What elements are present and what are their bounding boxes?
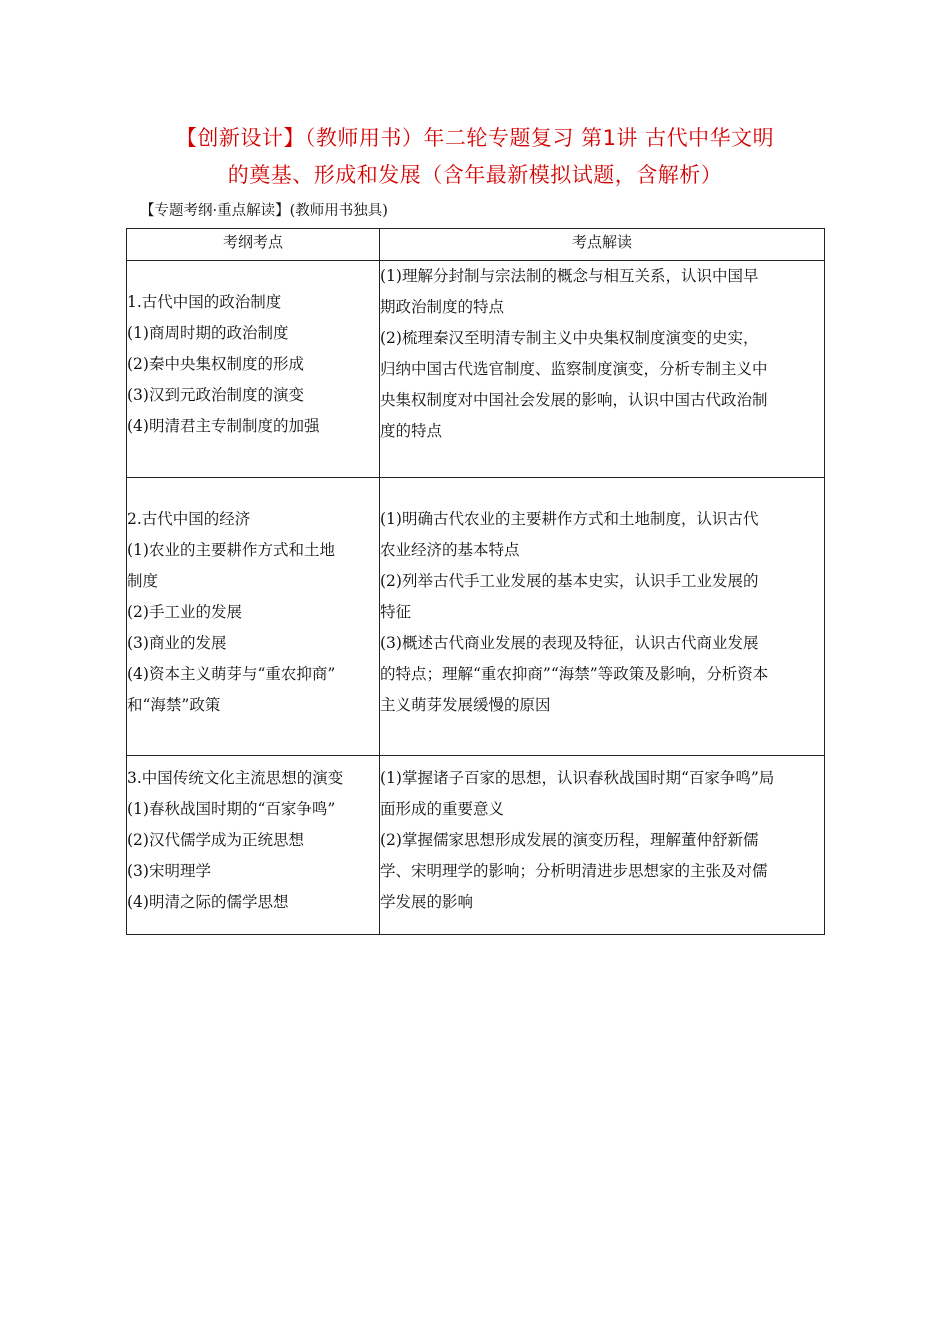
- cell-line: (4)资本主义萌芽与“重农抑商”: [127, 665, 336, 683]
- cell-line: 央集权制度对中国社会发展的影响，认识中国古代政治制: [380, 391, 768, 409]
- cell-line: 面形成的重要意义: [380, 800, 505, 818]
- syllabus-table: [126, 228, 825, 935]
- cell-line: (1)掌握诸子百家的思想，认识春秋战国时期“百家争鸣”局: [380, 769, 775, 787]
- table-row: [127, 478, 825, 756]
- cell-line: 2.古代中国的经济: [127, 510, 251, 528]
- syllabus-cell: [127, 261, 380, 478]
- cell-line: (2)秦中央集权制度的形成: [127, 355, 304, 373]
- cell-line: 1.古代中国的政治制度: [127, 293, 282, 311]
- document-title-line-1: 【创新设计】（教师用书）年二轮专题复习 第1讲 古代中华文明: [175, 126, 775, 150]
- cell-line: (2)手工业的发展: [127, 603, 242, 621]
- cell-line: (3)商业的发展: [127, 634, 227, 652]
- table-header-row: [127, 229, 825, 261]
- cell-line: 和“海禁”政策: [127, 696, 221, 714]
- syllabus-cell: [127, 756, 380, 935]
- header-point-interpretation: 考点解读: [380, 229, 825, 261]
- document-title-line-2: 的奠基、形成和发展（含年最新模拟试题，含解析）: [227, 163, 723, 187]
- cell-line: (2)掌握儒家思想形成发展的演变历程，理解董仲舒新儒: [380, 831, 759, 849]
- header-syllabus-points: 考纲考点: [127, 229, 380, 261]
- cell-line: 期政治制度的特点: [380, 298, 505, 316]
- cell-line: 归纳中国古代选官制度、监察制度演变，分析专制主义中: [380, 360, 768, 378]
- cell-line: 主义萌芽发展缓慢的原因: [380, 696, 551, 714]
- table-row: [127, 756, 825, 935]
- cell-line: (1)商周时期的政治制度: [127, 324, 289, 342]
- interpretation-cell: [380, 756, 825, 935]
- cell-line: 学、宋明理学的影响；分析明清进步思想家的主张及对儒: [380, 862, 768, 880]
- cell-line: (1)理解分封制与宗法制的概念与相互关系，认识中国早: [380, 267, 759, 285]
- section-subheading: 【专题考纲·重点解读】(教师用书独具): [140, 203, 388, 219]
- cell-line: (1)春秋战国时期的“百家争鸣”: [127, 800, 336, 818]
- cell-line: (1)明确古代农业的主要耕作方式和土地制度，认识古代: [380, 510, 759, 528]
- cell-line: (3)汉到元政治制度的演变: [127, 386, 304, 404]
- syllabus-cell: [127, 478, 380, 756]
- interpretation-cell: [380, 478, 825, 756]
- cell-line: 3.中国传统文化主流思想的演变: [127, 769, 344, 787]
- interpretation-cell: [380, 261, 825, 478]
- cell-line: (4)明清之际的儒学思想: [127, 893, 289, 911]
- cell-line: 农业经济的基本特点: [380, 541, 520, 559]
- cell-line: 制度: [127, 572, 159, 590]
- cell-line: 特征: [380, 603, 412, 621]
- table-row: [127, 261, 825, 478]
- cell-line: (4)明清君主专制制度的加强: [127, 417, 320, 435]
- cell-line: (2)汉代儒学成为正统思想: [127, 831, 304, 849]
- cell-line: (3)概述古代商业发展的表现及特征，认识古代商业发展: [380, 634, 759, 652]
- cell-line: (1)农业的主要耕作方式和土地: [127, 541, 335, 559]
- cell-line: (2)列举古代手工业发展的基本史实，认识手工业发展的: [380, 572, 759, 590]
- cell-line: 学发展的影响: [380, 893, 474, 911]
- cell-line: (2)梳理秦汉至明清专制主义中央集权制度演变的史实，: [380, 329, 759, 347]
- cell-line: 度的特点: [380, 422, 443, 440]
- cell-line: 的特点；理解“重农抑商”“海禁”等政策及影响，分析资本: [380, 665, 769, 683]
- cell-line: (3)宋明理学: [127, 862, 211, 880]
